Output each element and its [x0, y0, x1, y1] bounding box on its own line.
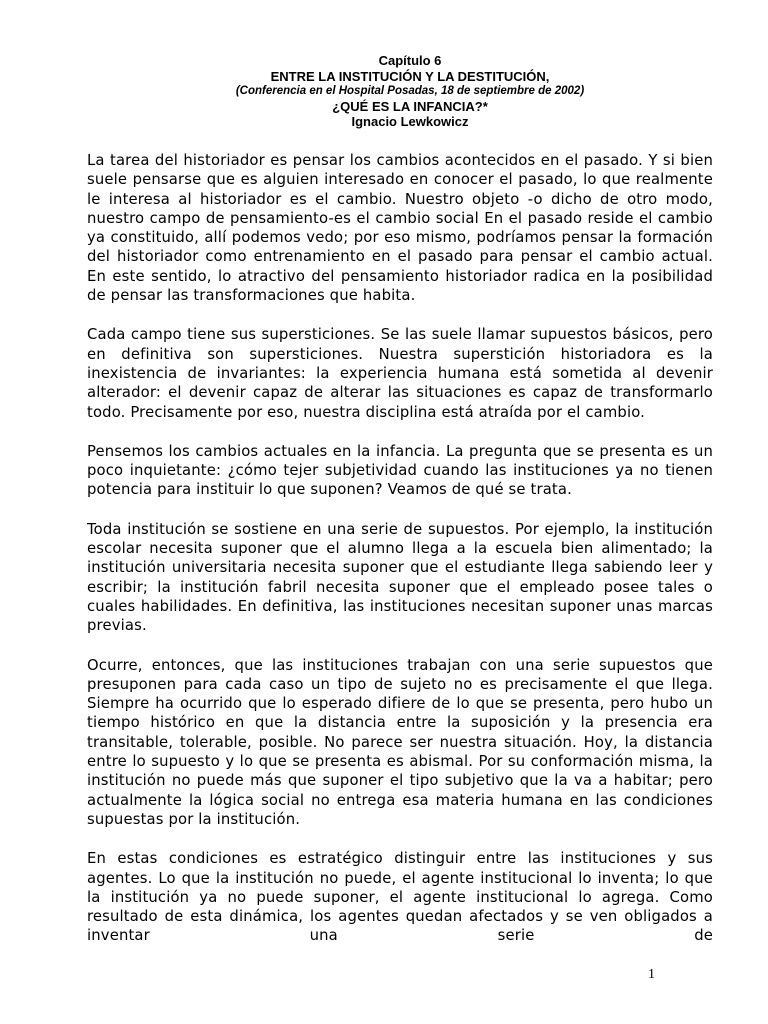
- chapter-title: ENTRE LA INSTITUCIÓN Y LA DESTITUCIÓN,: [270, 69, 550, 84]
- chapter-header: [0, 53, 768, 129]
- conference-note: (Conferencia en el Hospital Posadas, 18 de septiembre de 2002): [235, 85, 585, 97]
- paragraph-4: Toda institución se sostiene en una serie de supuestos. Por ejemplo, la institución escolar necesita suponer que el alumno llega a la escuela bien alimentado; la institución universitaria necesita suponer que el estudiante llega sabiendo leer y escribir; la institución fabril necesita suponer que el empleado posee tales o cuales habilidades. En definitiva, las instituciones necesitan suponer unas marcas previas.: [87, 520, 713, 635]
- paragraph-2: Cada campo tiene sus supersticiones. Se las suele llamar supuestos básicos, pero en definitiva son supersticiones. Nuestra superstición historiadora es la inexistencia de invariantes: la experiencia humana está sometida al devenir alterador: el devenir capaz de alterar las situaciones es capaz de transformarlo todo. Precisamente por eso, nuestra disciplina está atraída por el cambio.: [87, 326, 713, 421]
- paragraph-1: La tarea del historiador es pensar los cambios acontecidos en el pasado. Y si bien suele pensarse que es alguien interesado en conocer el pasado, lo que realmente le interesa al historiador es el cambio. Nuestro objeto -o dicho de otro modo, nuestro campo de pensamiento-es el cambio social En el pasado reside el cambio ya constituido, allí podemos vedo; por eso mismo, podríamos pensar la formación del historiador como entrenamiento en el pasado para pensar el cambio actual. En este sentido, lo atractivo del pensamiento historiador radica en la posibilidad de pensar las transformaciones que habita.: [87, 152, 713, 305]
- body-text: [87, 151, 713, 946]
- paragraph-3: Pensemos los cambios actuales en la infancia. La pregunta que se presenta es un poco inquietante: ¿cómo tejer subjetividad cuando las instituciones ya no tienen potencia para instituir lo que suponen? Veamos de qué se trata.: [87, 442, 713, 499]
- chapter-label: Capítulo 6: [378, 53, 442, 68]
- chapter-question: ¿QUÉ ES LA INFANCIA?*: [332, 99, 488, 114]
- author-name: Ignacio Lewkowicz: [351, 114, 469, 129]
- paragraph-5: Ocurre, entonces, que las instituciones trabajan con una serie supuestos que presuponen para cada caso un tipo de sujeto no es precisamente el que llega. Siempre ha ocurrido que lo esperado difiere de lo que se presenta, pero hubo un tiempo histórico en que la distancia entre la suposición y la presencia era transitable, tolerable, posible. No parece ser nuestra situación. Hoy, la distancia entre lo supuesto y lo que se presenta es abismal. Por su conformación misma, la institución no puede más que suponer el tipo subjetivo que la va a habitar; pero actualmente la lógica social no entrega esa materia humana en las condiciones supuestas por la institución.: [87, 656, 713, 828]
- paragraph-6: En estas condiciones es estratégico distinguir entre las instituciones y sus agentes. Lo que la institución no puede, el agente institucional lo inventa; lo que la institución ya no puede suponer, el agente institucional lo agrega. Como resultado de esta dinámica, los agentes quedan afectados y se ven obligados a inventar una serie de: [87, 850, 713, 945]
- page-number: 1: [648, 967, 655, 982]
